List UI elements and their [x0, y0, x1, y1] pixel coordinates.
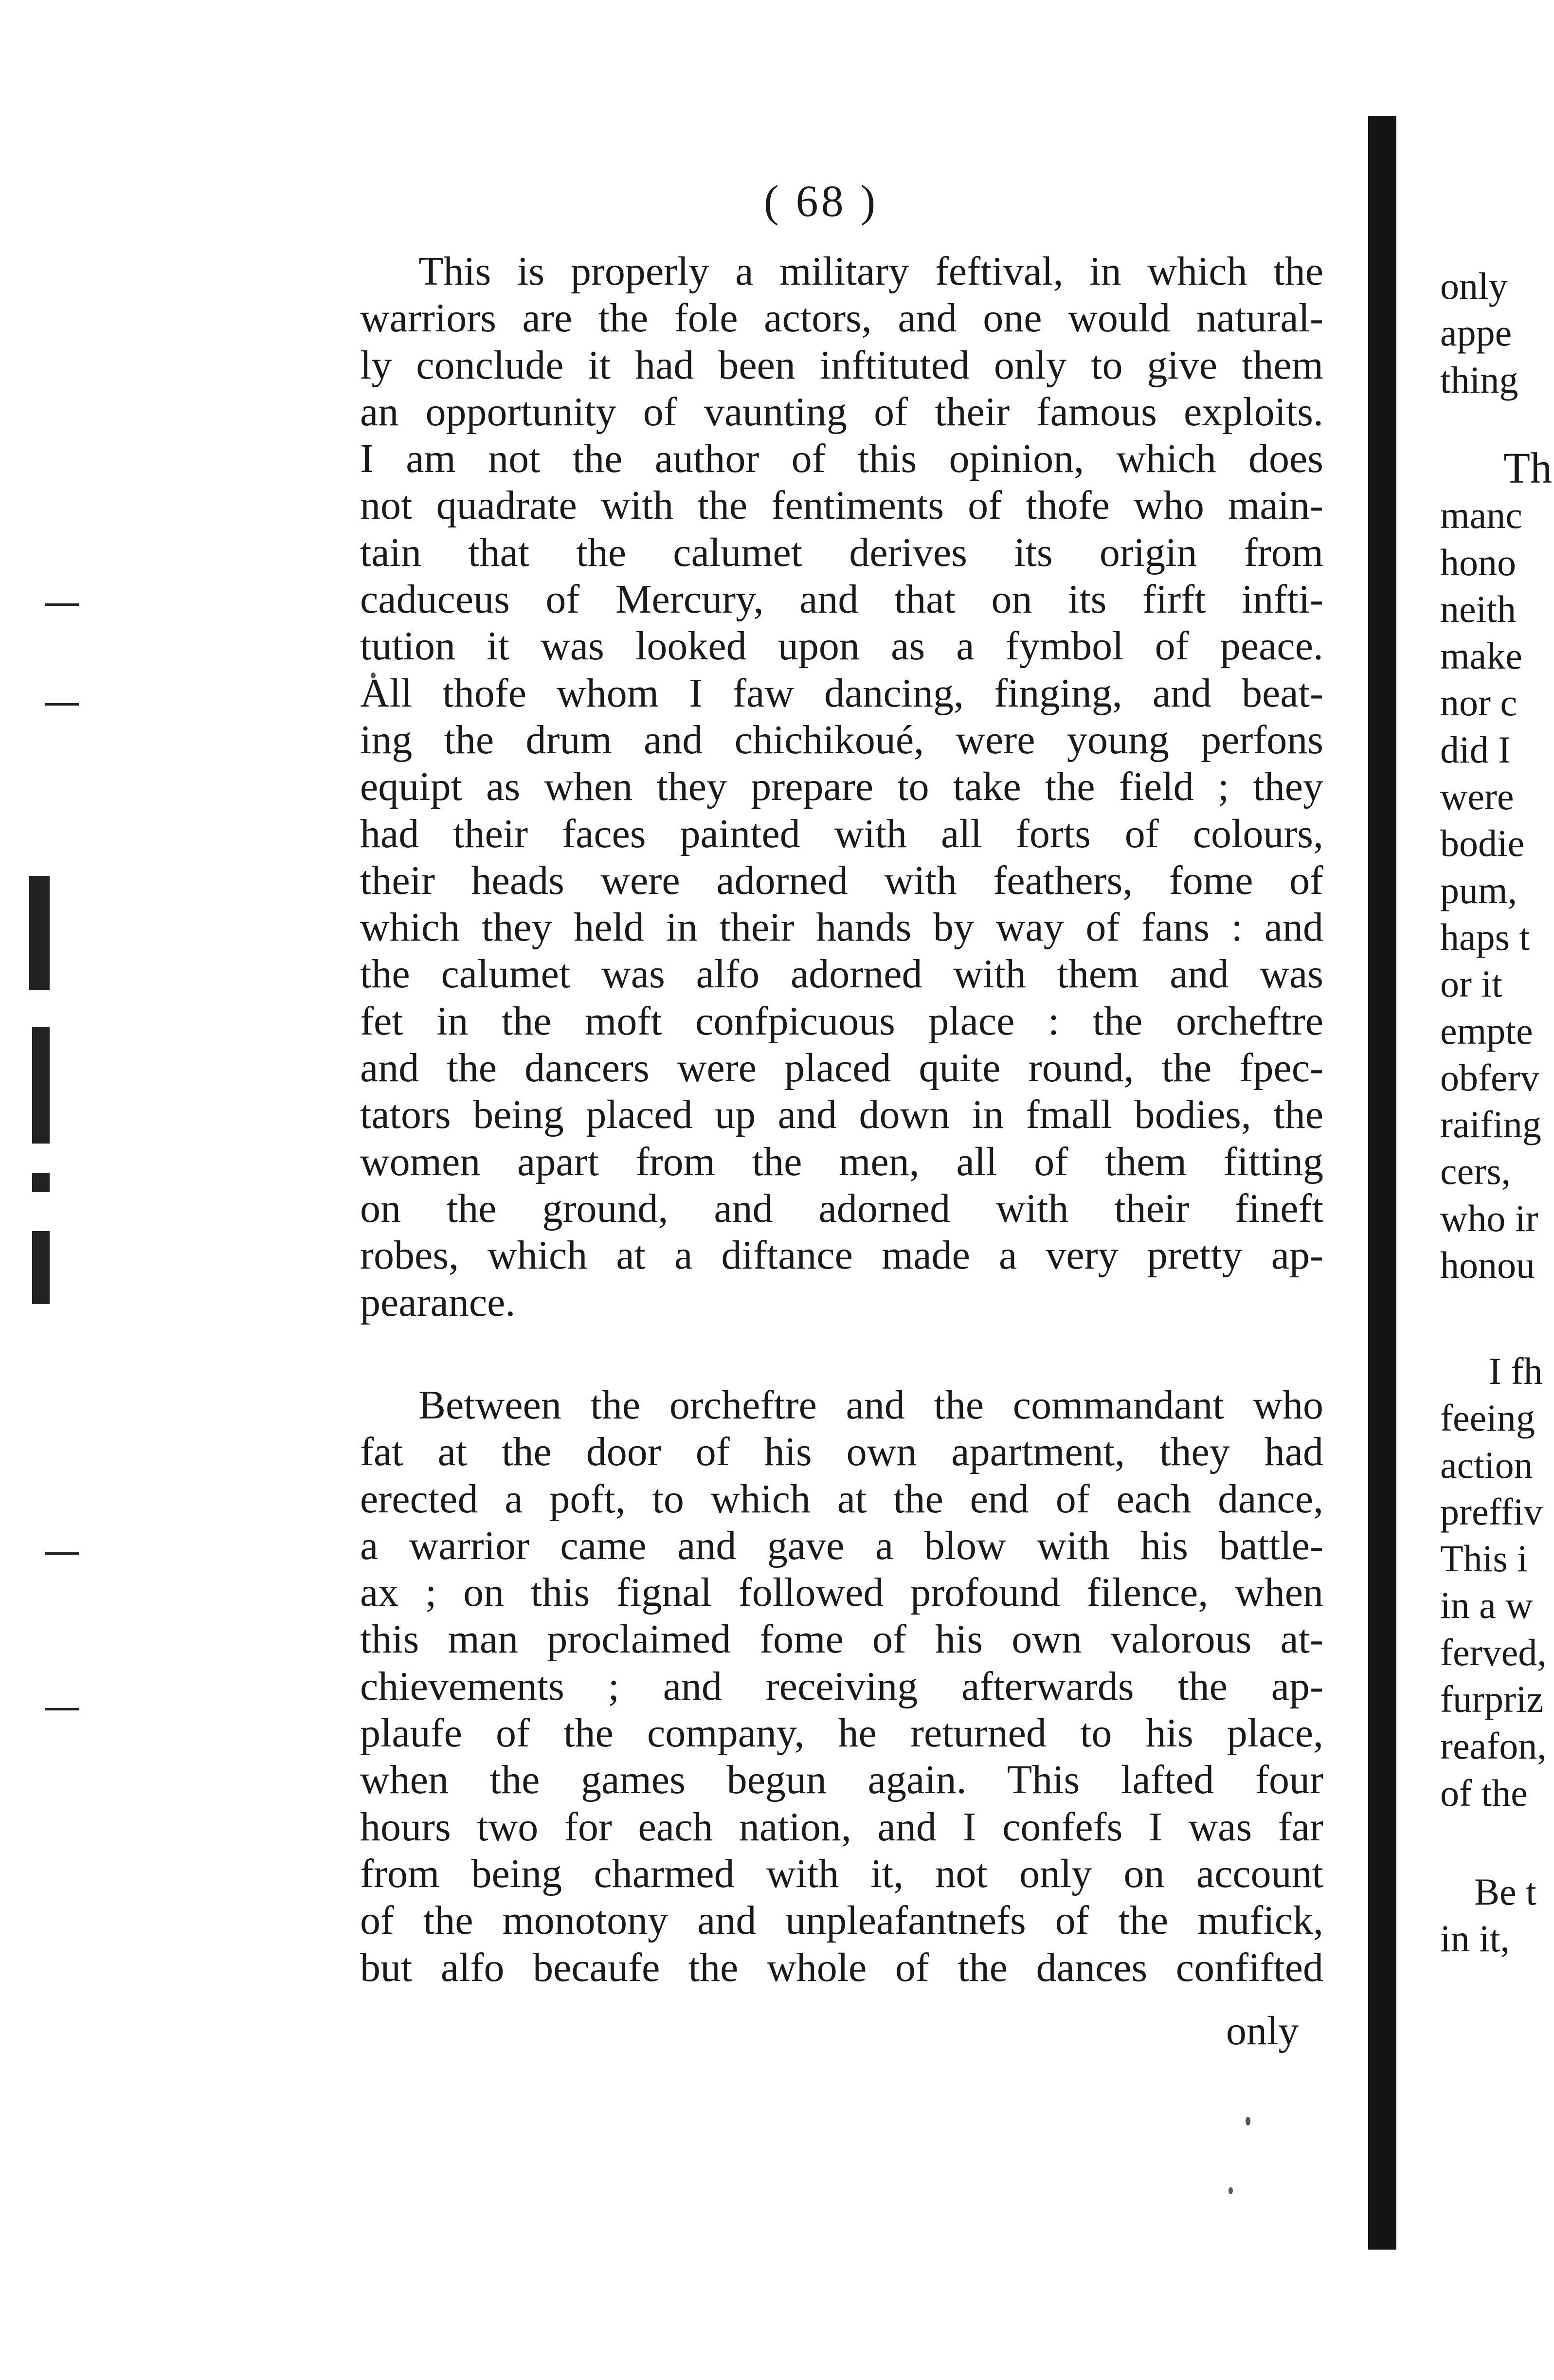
text-line: a warrior came and gave a blow with his battle- — [360, 1523, 1323, 1568]
text-line: tution it was looked upon as a fymbol of peace. — [360, 623, 1323, 669]
ink-speck — [1229, 2187, 1233, 2194]
text-line: when the games begun again. This lafted four — [360, 1757, 1323, 1803]
facing-line: hono — [1440, 541, 1516, 583]
text-line: fat at the door of his own apartment, they had — [360, 1429, 1323, 1475]
facing-page-group-2 — [1440, 445, 1552, 1289]
facing-line: raifing — [1440, 1103, 1541, 1146]
page-number: ( 68 ) — [764, 176, 879, 226]
facing-line: were — [1440, 775, 1514, 818]
text-line: not quadrate with the fentiments of thofe who main- — [360, 483, 1323, 528]
text-line: ax ; on this fignal followed profound filence, when — [360, 1570, 1323, 1616]
facing-line: feeing — [1440, 1397, 1535, 1439]
facing-line: cers, — [1440, 1150, 1511, 1193]
text-line: but alfo becaufe the whole of the dances confifted — [360, 1944, 1323, 1990]
facing-line: action — [1440, 1443, 1533, 1486]
text-line: erected a poft, to which at the end of each dance, — [360, 1476, 1323, 1522]
text-line: tators being placed up and down in fmall bodies, the — [360, 1092, 1323, 1138]
facing-line: or it — [1440, 963, 1502, 1005]
catchword: only — [1226, 2008, 1299, 2053]
margin-mark — [45, 603, 79, 606]
text-line: ly conclude it had been inftituted only to give them — [360, 342, 1323, 388]
facing-line: of the — [1440, 1771, 1528, 1814]
text-line: had their faces painted with all forts of colours, — [360, 811, 1323, 856]
facing-line: appe — [1440, 311, 1512, 354]
facing-line: who ir — [1440, 1197, 1538, 1239]
paragraph-2 — [360, 1382, 1323, 1991]
text-line: the calumet was alfo adorned with them and was — [360, 951, 1323, 997]
text-line: ing the drum and chichikoué, were young perfons — [360, 717, 1323, 763]
text-line: fet in the moft confpicuous place : the orcheftre — [360, 998, 1323, 1044]
facing-line: furpriz — [1440, 1678, 1544, 1721]
ink-speck — [1246, 2117, 1250, 2126]
facing-line: reafon, — [1440, 1725, 1547, 1767]
facing-line: I fh — [1489, 1350, 1543, 1392]
facing-line: empte — [1440, 1009, 1533, 1052]
facing-line: preffiv — [1440, 1490, 1543, 1533]
text-line: and the dancers were placed quite round, the fpec- — [360, 1045, 1323, 1091]
facing-line: in it, — [1440, 1917, 1510, 1960]
facing-line: make — [1440, 635, 1522, 677]
text-line: warriors are the fole actors, and one would natural- — [360, 295, 1323, 341]
paragraph-1 — [360, 248, 1323, 1326]
facing-line: This i — [1440, 1537, 1528, 1580]
text-line: caduceus of Mercury, and that on its firft infti- — [360, 577, 1323, 622]
facing-line: ferved, — [1440, 1631, 1547, 1673]
margin-mark — [32, 1173, 50, 1192]
facing-line: bodie — [1440, 822, 1525, 865]
text-line: women apart from the men, all of them fitting — [360, 1139, 1323, 1184]
facing-page-group-1 — [1440, 263, 1518, 403]
facing-line: thing — [1440, 358, 1518, 401]
facing-line: manc — [1440, 494, 1522, 537]
text-line: pearance. — [360, 1279, 516, 1325]
facing-line: pum, — [1440, 869, 1518, 911]
text-line: their heads were adorned with feathers, fome of — [360, 857, 1323, 903]
facing-line: in a w — [1440, 1584, 1533, 1627]
text-line: robes, which at a diftance made a very pretty ap- — [360, 1233, 1323, 1278]
facing-line: Be t — [1474, 1871, 1536, 1913]
text-line: of the monotony and unpleafantnefs of the mufick, — [360, 1898, 1323, 1944]
facing-page-group-4 — [1440, 1869, 1536, 1962]
text-line: on the ground, and adorned with their fineft — [360, 1185, 1323, 1231]
text-line: from being charmed with it, not only on account — [360, 1851, 1323, 1896]
margin-mark — [45, 703, 79, 706]
text-line: plaufe of the company, he returned to his place, — [360, 1710, 1323, 1756]
facing-page-group-3 — [1440, 1348, 1547, 1817]
text-line: Between the orcheftre and the commandant who — [418, 1382, 1323, 1428]
text-line: hours two for each nation, and I confefs I was far — [360, 1804, 1323, 1850]
facing-line: nor c — [1440, 681, 1518, 724]
text-line: which they held in their hands by way of fans : and — [360, 905, 1323, 950]
facing-line: obferv — [1440, 1056, 1539, 1099]
text-line: this man proclaimed fome of his own valorous at- — [360, 1617, 1323, 1662]
page-gutter-shadow — [1368, 116, 1396, 2250]
text-line: tain that the calumet derives its origin from — [360, 529, 1323, 575]
text-line: equipt as when they prepare to take the field ; they — [360, 764, 1323, 810]
text-line: chievements ; and receiving afterwards the ap- — [360, 1663, 1323, 1709]
facing-line: Th — [1503, 444, 1552, 492]
text-line: an opportunity of vaunting of their famous exploits. — [360, 389, 1323, 435]
margin-mark — [32, 1231, 50, 1304]
margin-mark — [29, 876, 50, 990]
margin-mark — [32, 1027, 50, 1144]
facing-line: haps t — [1440, 915, 1530, 958]
text-line: I am not the author of this opinion, which does — [360, 436, 1323, 482]
facing-line: honou — [1440, 1244, 1535, 1287]
text-line: This is properly a military feftival, in which the — [418, 249, 1323, 294]
facing-line: neith — [1440, 587, 1516, 630]
facing-line: only — [1440, 265, 1508, 307]
facing-line: did I — [1440, 728, 1511, 771]
text-line: All thofe whom I faw dancing, finging, and beat- — [360, 670, 1323, 716]
margin-mark — [45, 1708, 79, 1710]
margin-mark — [45, 1552, 79, 1555]
